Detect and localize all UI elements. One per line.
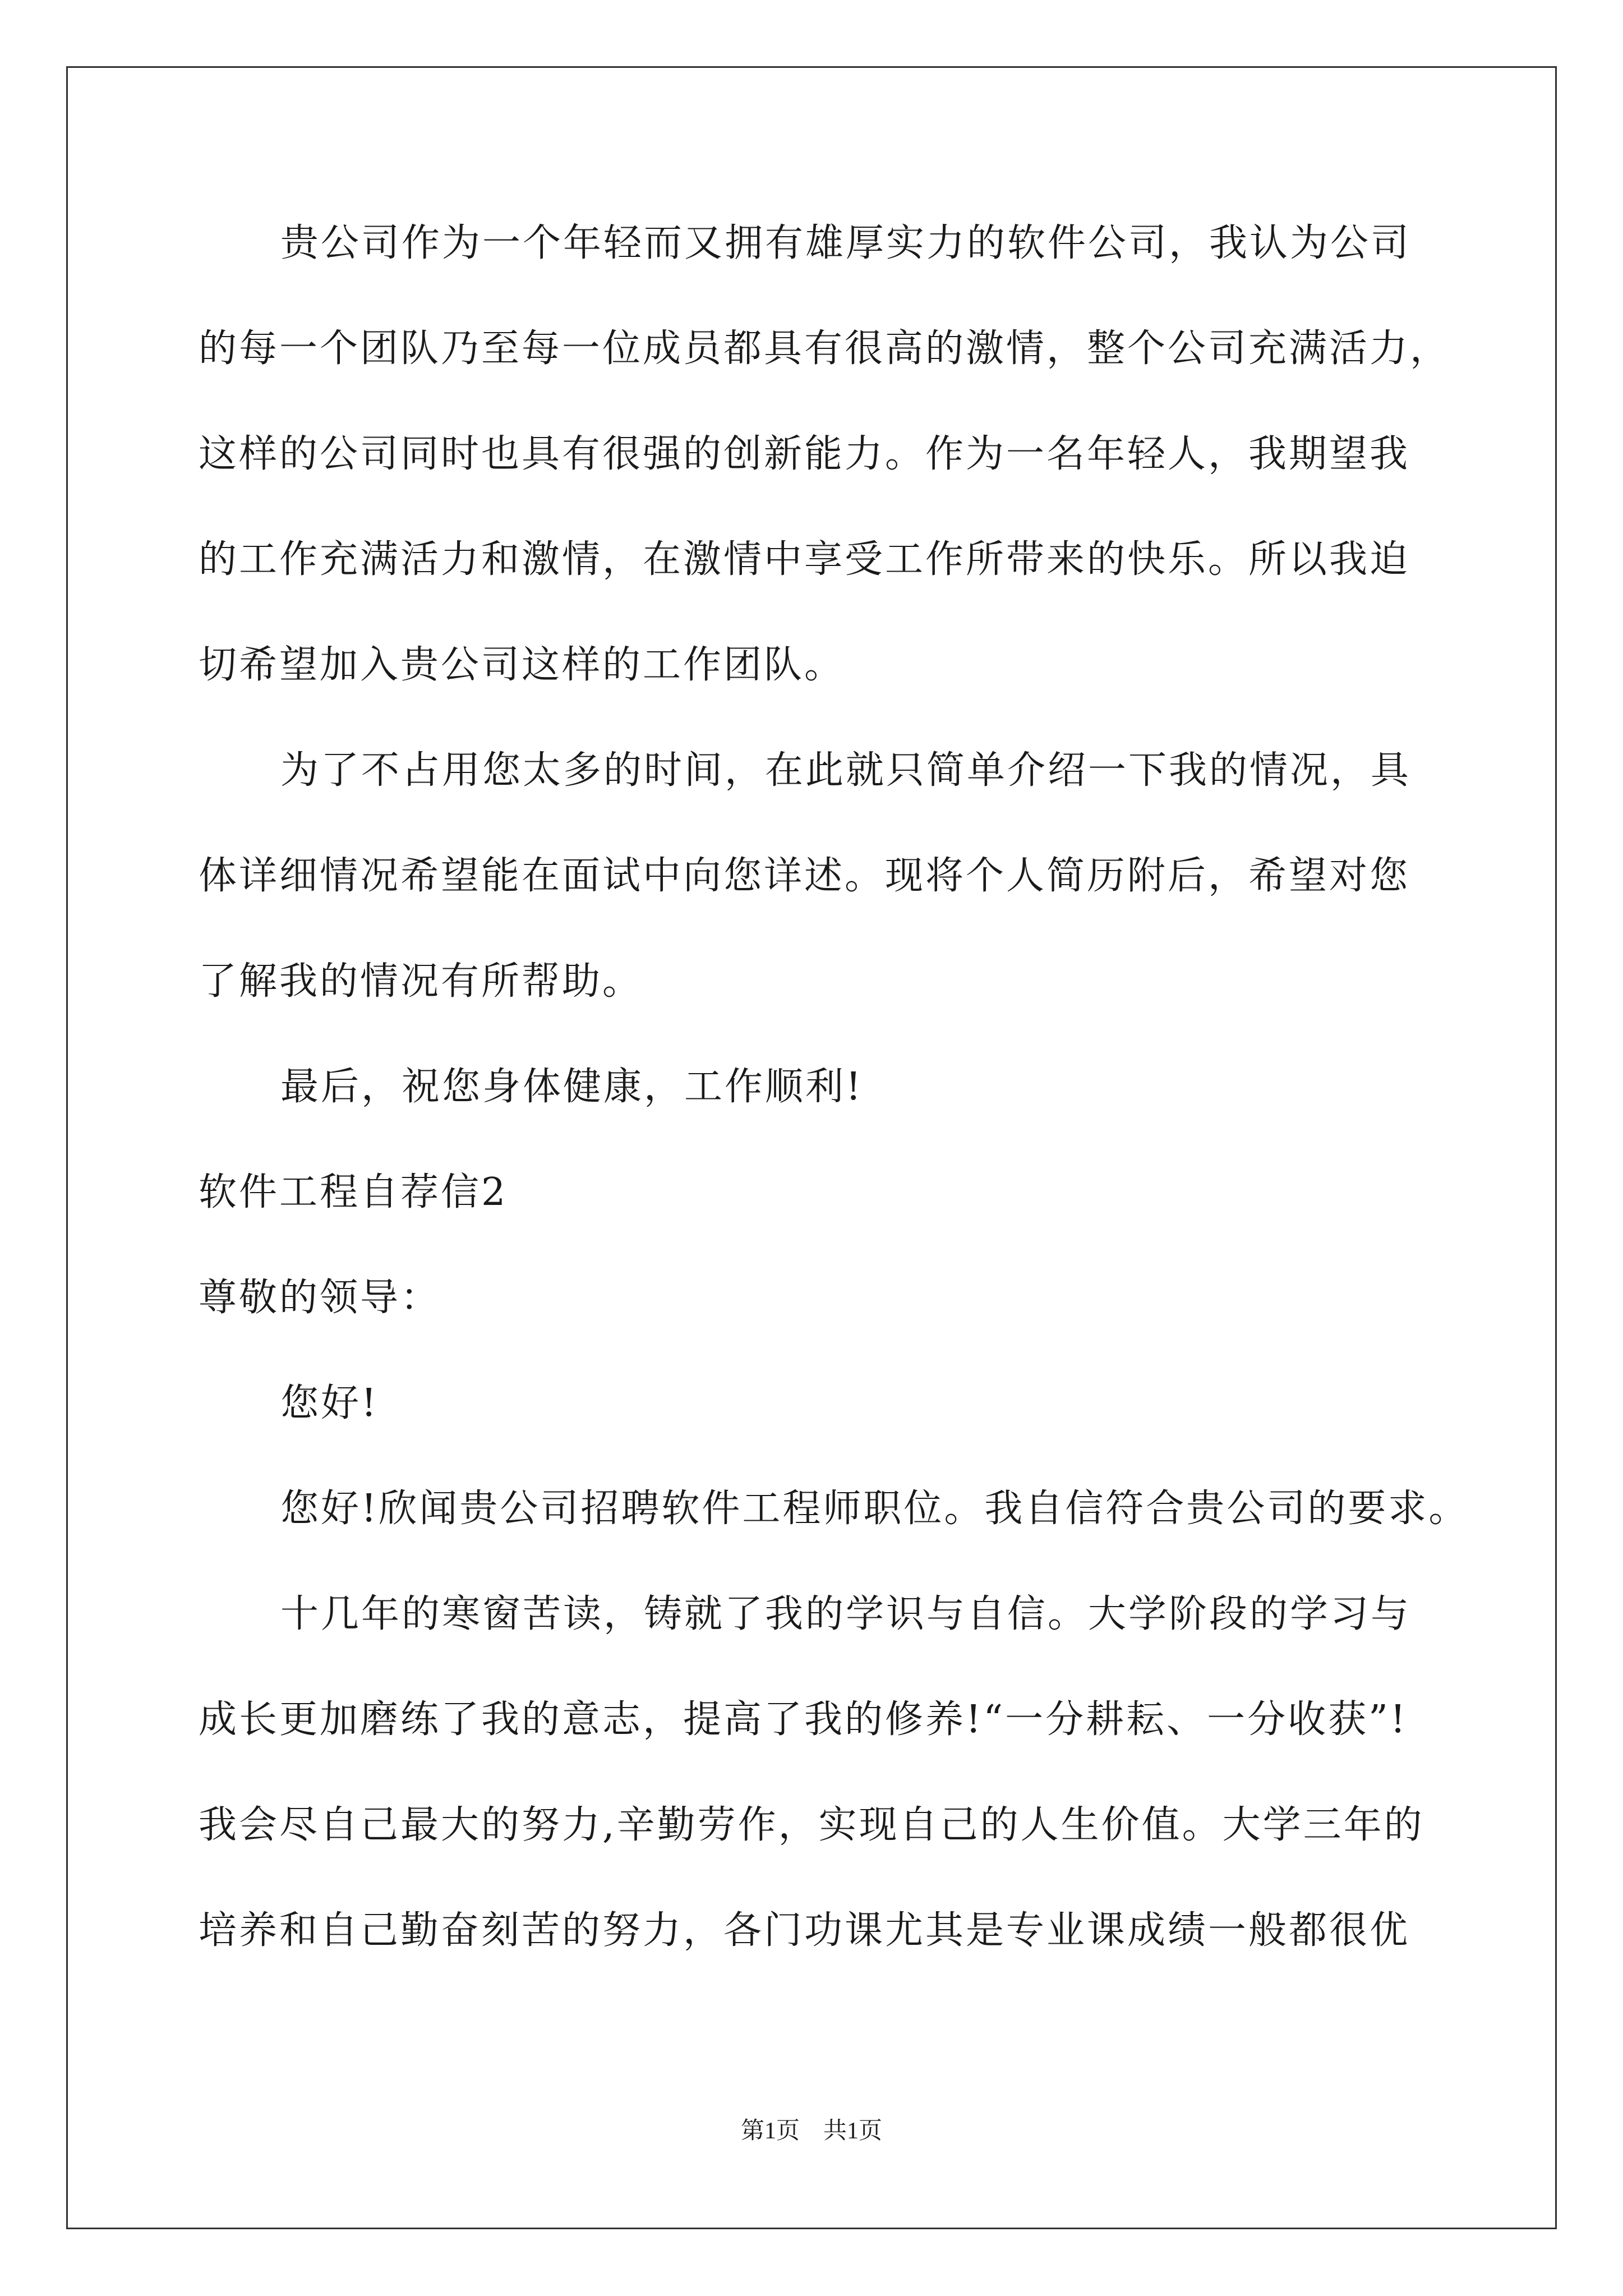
text-line: 的每一个团队乃至每一位成员都具有很高的激情，整个公司充满活力， [199, 326, 1451, 371]
text-line: 切希望加入贵公司这样的工作团队。 [199, 643, 845, 687]
text-line: 培养和自己勤奋刻苦的努力，各门功课尤其是专业课成绩一般都很优 [199, 1908, 1410, 1953]
text-line: 这样的公司同时也具有很强的创新能力。作为一名年轻人，我期望我 [199, 432, 1410, 476]
text-line: 我会尽自己最大的努力,辛勤劳作，实现自己的人生价值。大学三年的 [199, 1803, 1424, 1847]
section-title: 软件工程自荐信2 [199, 1170, 508, 1214]
text-line: 的工作充满活力和激情，在激情中享受工作所带来的快乐。所以我迫 [199, 537, 1410, 582]
text-line: 贵公司作为一个年轻而又拥有雄厚实力的软件公司，我认为公司 [280, 221, 1412, 265]
salutation: 尊敬的领导： [199, 1276, 441, 1320]
document-body [199, 221, 1469, 2017]
closing-wish: 最后，祝您身体健康，工作顺利! [280, 1065, 864, 1109]
page-number: 第1页 共1页 [740, 2118, 882, 2144]
text-line: 体详细情况希望能在面试中向您详述。现将个人简历附后，希望对您 [199, 854, 1410, 898]
text-line: 您好!欣闻贵公司招聘软件工程师职位。我自信符合贵公司的要求。 [280, 1487, 1469, 1531]
text-line: 为了不占用您太多的时间，在此就只简单介绍一下我的情况，具 [280, 748, 1412, 793]
greeting: 您好! [280, 1381, 379, 1425]
text-line: 成长更加磨练了我的意志，提高了我的修养!“一分耕耘、一分收获”! [199, 1697, 1408, 1742]
text-line: 了解我的情况有所帮助。 [199, 959, 643, 1004]
text-line: 十几年的寒窗苦读，铸就了我的学识与自信。大学阶段的学习与 [280, 1592, 1412, 1636]
